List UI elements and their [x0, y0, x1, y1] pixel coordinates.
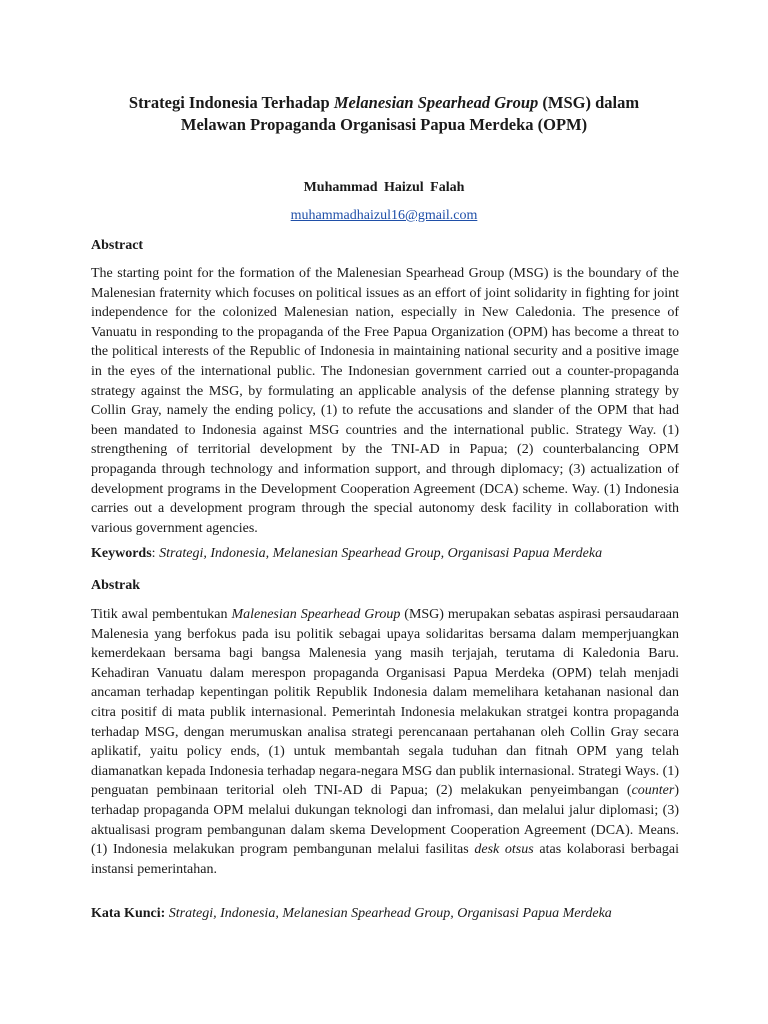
abstrak-italic2: counter — [631, 783, 675, 799]
abstrak-heading: Abstrak — [91, 578, 141, 593]
abstract-text: The starting point for the formation of the Malenesian Spearhead Group (MSG) is the boundary of the Malenesian fraternity which focuses on political issues as an effort of joint solidarity in fighting for joint independence for the colonized Malenesian nation, especially in New Caledonia. The presence of Vanuatu in responding to the propaganda of the Free Papua Organization (OPM) has become a threat to the political interests of the Republic of Indonesia in maintaining national security and a positive image in the eyes of the international public. The Indonesian government carried out a counter-propaganda strategy against the MSG, by formulating an applicable analysis of the defense planning strategy by Collin Gray, namely the ending policy, (1) to refute the accusations and slander of the OPM that had been mandated to Indonesia against MSG countries and the international public. Strategy Way. (1) strengthening of territorial development by the TNI-AD in Papua; (2) counterbalancing OPM propaganda through technology and information support, and through diplomacy; (3) actualization of development programs in the Development Cooperation Agreement (DCA) scheme. Way. (1) Indonesia carries out a development program through the special autonomy desk facility in collaboration with various government agencies. — [91, 266, 679, 536]
abstract-heading: Abstract — [91, 238, 144, 253]
author-name: Muhammad Haizul Falah — [303, 180, 465, 195]
title-line1-part1: Strategi Indonesia Terhadap — [128, 93, 334, 112]
keywords-line — [91, 546, 602, 562]
kata-kunci-label: Kata Kunci: — [91, 906, 166, 921]
keywords-text: Strategi, Indonesia, Melanesian Spearhead Group, Organisasi Papua Merdeka — [159, 546, 603, 561]
abstrak-part2: (MSG) merupakan sebatas aspirasi persaudaraan Malenesia yang berfokus pada isu politik sebagai upaya solidaritas bersama dalam memperjuangkan kemerdekaan bersama bagi bangsa Malenesia yang masih terjajah, terutama di Kaledonia Baru. Kehadiran Vanuatu dalam merespon propaganda Organisasi Papua Merdeka (OPM) telah menjadi ancaman terhadap kepentingan politik Republik Indonesia dalam memelihara ketahanan nasional dan citra positif di mata publik internasional. Pemerintah Indonesia melakukan stratgei kontra propaganda terhadap MSG, dengan merumuskan analisa strategi perencanaan pertahanan oleh Collin Gray secara aplikatif, yaitu policy ends, (1) untuk membantah segala tuduhan dan fitnah OPM yang telah diamanatkan kepada Indonesia terhadap negara-negara MSG dan publik internasional. Strategi Ways. (1) penguatan pembinaan teritorial oleh TNI-AD di Papua; (2) melakukan penyeimbangan ( — [91, 607, 679, 799]
title-line1-part2: (MSG) dalam — [538, 93, 640, 112]
title-line2: Melawan Propaganda Organisasi Papua Merdeka (OPM) — [180, 115, 588, 134]
title-line1-italic: Melanesian Spearhead Group — [333, 93, 539, 112]
paper-title — [60, 92, 708, 136]
abstrak-part1: Titik awal pembentukan — [91, 607, 232, 622]
abstrak-part3: ) terhadap propaganda OPM melalui dukungan teknologi dan infromasi, dan melalui jalur diplomasi; (3) aktualisasi program pembangunan dalam skema Development Cooperation Agreement (DCA). Means. (1) Indonesia melakukan program pembangunan melalui fasilitas — [91, 783, 679, 858]
keywords-label: Keywords — [91, 546, 152, 561]
kata-kunci-text: Strategi, Indonesia, Melanesian Spearhead Group, Organisasi Papua Merdeka — [168, 906, 612, 921]
keywords-colon: : — [151, 546, 156, 561]
abstrak-italic1: Malenesian Spearhead Group — [231, 607, 401, 622]
abstrak-text — [91, 605, 679, 879]
author-email-link[interactable]: muhammadhaizul16@gmail.com — [290, 208, 478, 223]
kata-kunci-line — [91, 906, 612, 922]
abstrak-part4: atas kolaborasi berbagai instansi pemerintahan. — [91, 842, 679, 877]
abstrak-italic3: desk otsus — [474, 842, 534, 858]
